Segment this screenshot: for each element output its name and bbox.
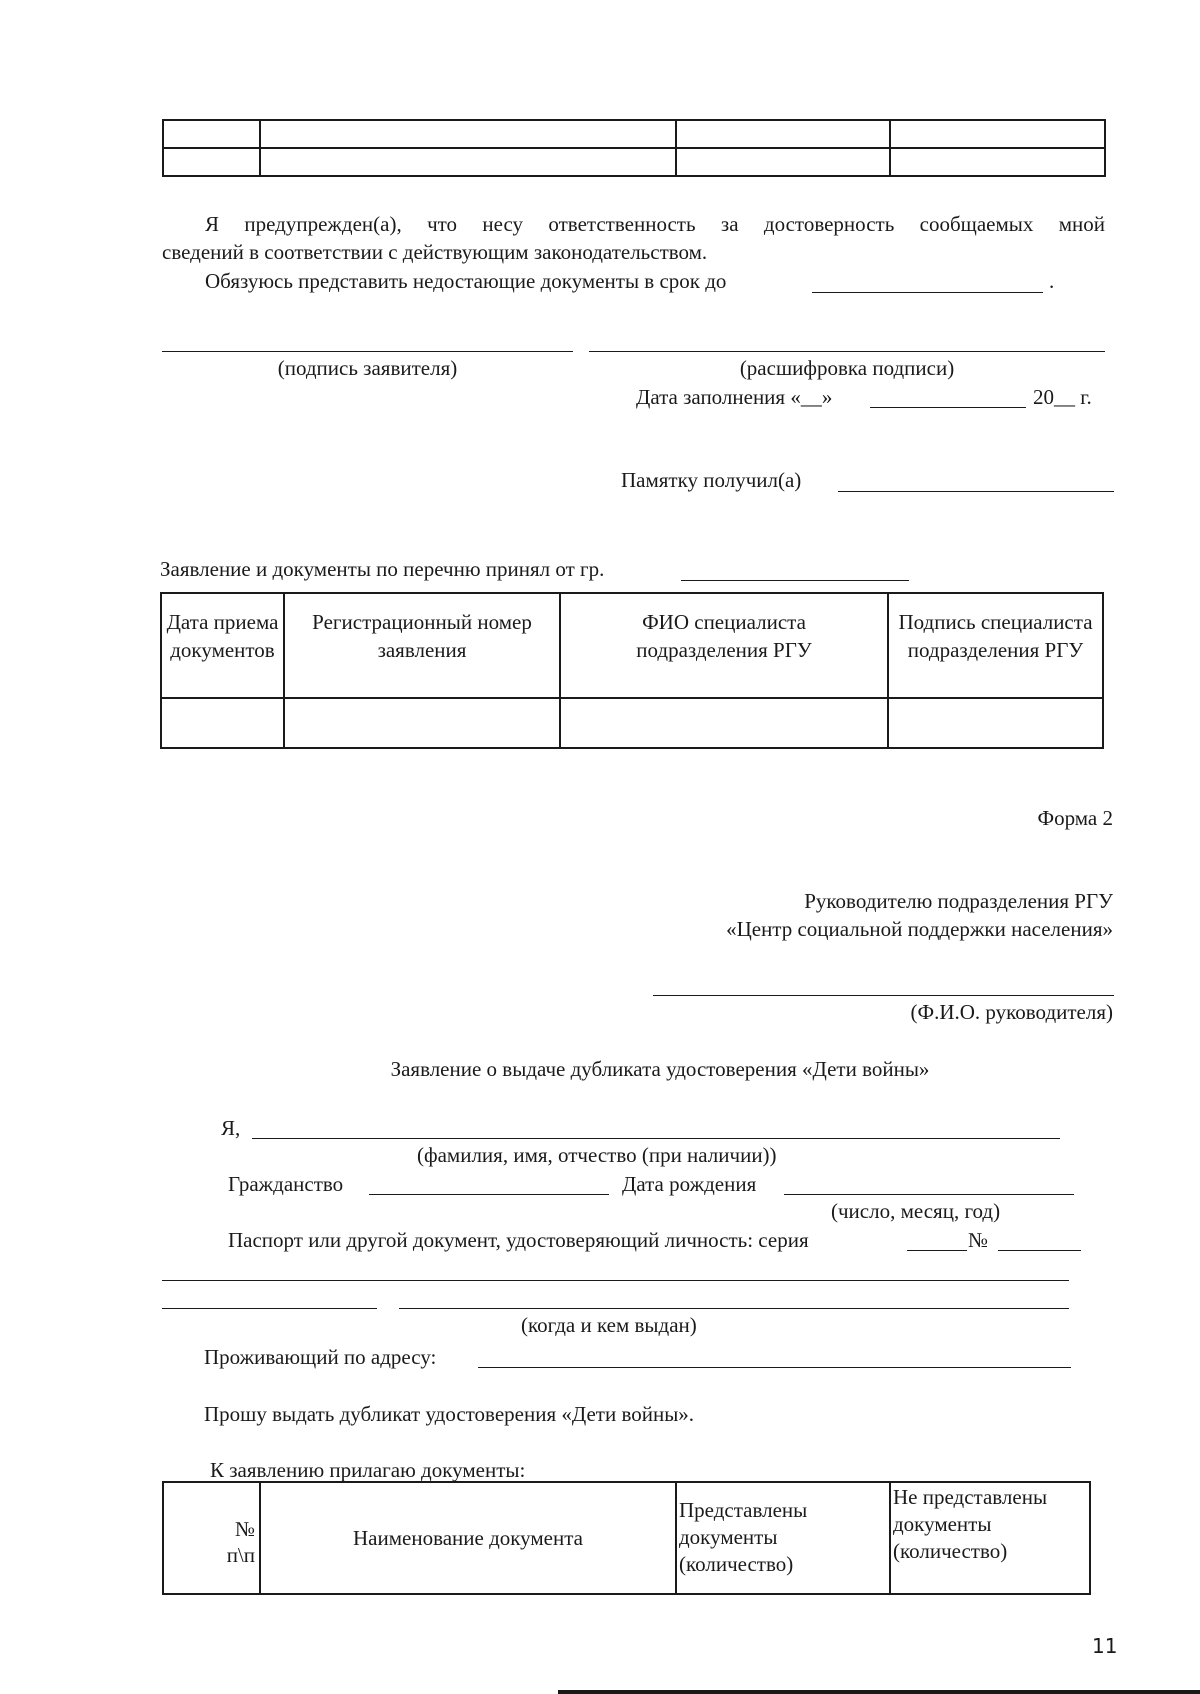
deadline-field[interactable]: [812, 292, 1043, 293]
header-cell-number: № п\п: [163, 1482, 260, 1594]
table-cell: [676, 148, 890, 176]
passport-series-field[interactable]: [907, 1250, 967, 1251]
signature-decode-caption: (расшифровка подписи): [739, 356, 955, 380]
header-cell: ФИО специалиста подразделения РГУ: [560, 593, 888, 698]
table-cell: [163, 120, 260, 148]
application-title: Заявление о выдаче дубликата удостоверения «Дети войны»: [390, 1057, 930, 1081]
table-cell[interactable]: [284, 698, 560, 748]
table-cell[interactable]: [888, 698, 1103, 748]
passport-label: Паспорт или другой документ, удостоверяющий личность: серия: [228, 1228, 809, 1252]
head-name-caption: (Ф.И.О. руководителя): [910, 1000, 1113, 1024]
declaration-line-1: Я предупрежден(а), что несу ответственность за достоверность сообщаемых мной: [205, 212, 1105, 236]
number-sign: №: [968, 1228, 989, 1252]
table-cell: [890, 120, 1105, 148]
addressee-line-1: Руководителю подразделения РГУ: [804, 889, 1113, 913]
table-cell: [260, 120, 676, 148]
form-label: Форма 2: [1037, 806, 1113, 830]
fill-date-month-field[interactable]: [870, 407, 1026, 408]
header-cell: Регистрационный номер заявления: [284, 593, 560, 698]
table-cell: [163, 148, 260, 176]
fio-field[interactable]: [252, 1138, 1060, 1139]
applicant-signature-caption: (подпись заявителя): [277, 356, 458, 380]
i-label: Я,: [221, 1116, 241, 1140]
fio-caption: (фамилия, имя, отчество (при наличии)): [417, 1143, 777, 1167]
declaration-line-2: сведений в соответствии с действующим законодательством.: [162, 240, 708, 264]
addressee-line-2: «Центр социальной поддержки населения»: [726, 917, 1113, 941]
header-cell-not-provided: Не представлены документы (количество): [890, 1482, 1090, 1594]
citizenship-field[interactable]: [369, 1194, 609, 1195]
signature-decode-field[interactable]: [589, 351, 1105, 352]
declaration-line-3: Обязуюсь представить недостающие документы в срок до: [205, 269, 727, 293]
table-cell[interactable]: [161, 698, 284, 748]
applicant-signature-field[interactable]: [162, 351, 573, 352]
accepted-from-field[interactable]: [681, 580, 909, 581]
documents-table: [162, 1481, 1091, 1595]
page-number: 11: [1092, 1634, 1118, 1658]
table-cell: [676, 120, 890, 148]
table-cell[interactable]: [560, 698, 888, 748]
header-cell-provided: Представлены документы (количество): [676, 1482, 890, 1594]
passport-number-field[interactable]: [998, 1250, 1081, 1251]
issued-caption: (когда и кем выдан): [521, 1313, 697, 1337]
birth-date-label: Дата рождения: [622, 1172, 757, 1196]
declaration-end: .: [1049, 269, 1055, 293]
address-field[interactable]: [478, 1367, 1071, 1368]
table-cell: [260, 148, 676, 176]
address-label: Проживающий по адресу:: [204, 1345, 437, 1369]
header-cell: Подпись специалиста подразделения РГУ: [888, 593, 1103, 698]
birth-date-field[interactable]: [784, 1194, 1074, 1195]
top-empty-table: [162, 119, 1106, 177]
fill-date-year: 20__ г.: [1033, 385, 1092, 409]
accepted-label: Заявление и документы по перечню принял от гр.: [160, 557, 605, 581]
head-name-field[interactable]: [653, 995, 1114, 996]
table-cell: [890, 148, 1105, 176]
passport-issued-field-2b[interactable]: [399, 1308, 1069, 1309]
reception-table: [160, 592, 1104, 749]
fill-date-label: Дата заполнения «__»: [636, 385, 833, 409]
citizenship-label: Гражданство: [228, 1172, 344, 1196]
memo-field[interactable]: [838, 491, 1114, 492]
bottom-edge-rule: [558, 1690, 1200, 1694]
passport-issued-field-2a[interactable]: [162, 1308, 377, 1309]
attachments-label: К заявлению прилагаю документы:: [210, 1458, 526, 1482]
header-cell: Дата приема документов: [161, 593, 284, 698]
header-cell-name: Наименование документа: [260, 1482, 676, 1594]
passport-issued-field-1[interactable]: [162, 1280, 1069, 1281]
birth-date-caption: (число, месяц, год): [831, 1199, 1001, 1223]
memo-label: Памятку получил(а): [621, 468, 802, 492]
request-text: Прошу выдать дубликат удостоверения «Дети войны».: [204, 1402, 695, 1426]
